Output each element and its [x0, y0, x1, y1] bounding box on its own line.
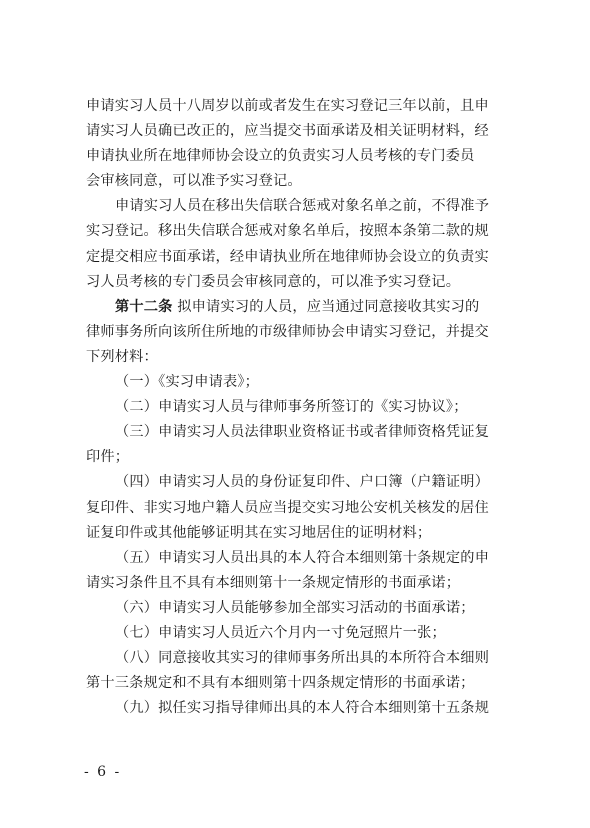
text-line: 申请实习人员在移出失信联合惩戒对象名单之前，不得准予 — [115, 198, 490, 215]
page-number: - 6 - — [84, 764, 122, 780]
text-line: 实习登记。移出失信联合惩戒对象名单后，按照本条第二款的规 — [86, 223, 489, 240]
list-item-2: （二）申请实习人员与律师事务所签订的《实习协议》； — [115, 399, 468, 416]
list-item-3: （三）申请实习人员法律职业资格证书或者律师资格凭证复 — [115, 424, 490, 441]
list-item-4: （四）申请实习人员的身份证复印件、户口簿（户籍证明） — [115, 474, 490, 491]
list-item-6: （六）申请实习人员能够参加全部实习活动的书面承诺； — [115, 599, 475, 616]
list-item-5: （五）申请实习人员出具的本人符合本细则第十条规定的申 — [115, 549, 490, 566]
list-item-7: （七）申请实习人员近六个月内一寸免冠照片一张； — [115, 624, 446, 641]
text-line: 律师事务所向该所住所地的市级律师协会申请实习登记，并提交 — [86, 323, 489, 340]
text-line: 申请执业所在地律师协会设立的负责实习人员考核的专门委员 — [86, 148, 475, 165]
list-item-4-cont: 复印件、非实习地户籍人员应当提交实习地公安机关核发的居住 — [86, 499, 489, 516]
list-item-5-cont: 请实习条件且不具有本细则第十一条规定情形的书面承诺； — [86, 574, 461, 591]
list-item-1: （一）《实习申请表》； — [115, 374, 260, 391]
text-line: 下列材料： — [86, 348, 158, 365]
text-line: 定提交相应书面承诺，经申请执业所在地律师协会设立的负责实 — [86, 248, 489, 265]
list-item-4-cont: 证复印件或其他能够证明其在实习地居住的证明材料； — [86, 524, 432, 541]
list-item-3-cont: 印件； — [86, 449, 130, 466]
article-12-first-line — [86, 295, 516, 320]
article-12-intro: 拟申请实习的人员，应当通过同意接收其实习的 — [177, 298, 480, 315]
list-item-8-cont: 第十三条规定和不具有本细则第十四条规定情形的书面承诺； — [86, 675, 475, 692]
text-line: 会审核同意，可以准予实习登记。 — [86, 173, 302, 190]
list-item-8: （八）同意接收其实习的律师事务所出具的本所符合本细则 — [115, 650, 490, 667]
list-item-9: （九）拟任实习指导律师出具的本人符合本细则第十五条规 — [115, 700, 490, 717]
article-12-heading: 第十二条 — [115, 298, 173, 315]
text-line: 请实习人员确已改正的，应当提交书面承诺及相关证明材料，经 — [86, 123, 489, 140]
text-line: 习人员考核的专门委员会审核同意的，可以准予实习登记。 — [86, 273, 461, 290]
text-line: 申请实习人员十八周岁以前或者发生在实习登记三年以前，且申 — [86, 98, 489, 114]
document-body — [86, 94, 516, 721]
